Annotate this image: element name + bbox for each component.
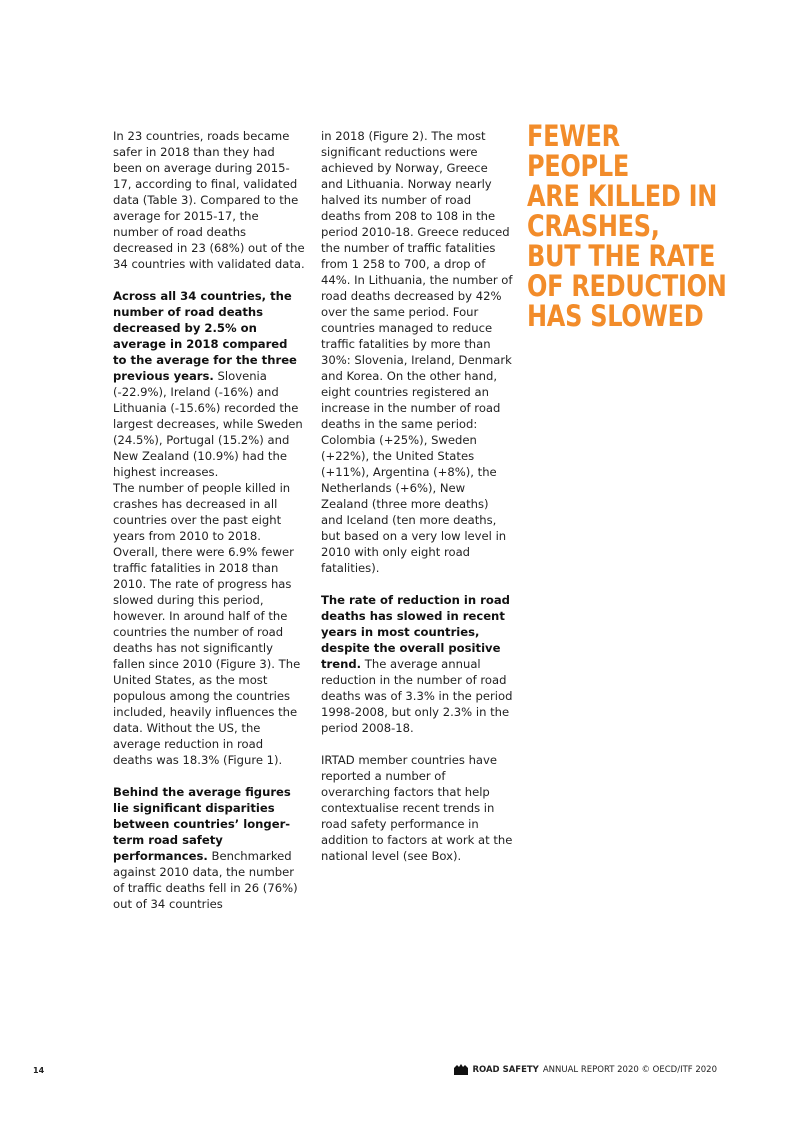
headline-line: FEWER PEOPLE <box>527 119 630 183</box>
footer-report-title: ROAD SAFETY <box>472 1064 539 1075</box>
paragraph-text: The average annual reduction in the number of road deaths was of 3.3% in the period 1998-2008, but only 2.3% in the period 2008-18. <box>321 657 513 735</box>
headline-line: BUT THE RATE <box>527 239 716 273</box>
headline-line: ARE KILLED IN <box>527 179 718 213</box>
running-footer <box>454 1064 717 1075</box>
paragraph-text: Benchmarked against 2010 data, the number of traffic deaths fell in 26 (76%) out of 34 countries <box>113 849 298 911</box>
body-column-left <box>113 128 305 928</box>
headline-line: OF REDUCTION <box>527 269 727 303</box>
paragraph-lead: The rate of reduction in road deaths has slowed in recent years in most countries, despite the overall positive trend. <box>321 593 510 671</box>
footer-report-info: ANNUAL REPORT 2020 © OECD/ITF 2020 <box>542 1064 717 1075</box>
paragraph <box>113 288 305 480</box>
itf-logo-icon <box>454 1064 468 1075</box>
paragraph: IRTAD member countries have reported a number of overarching factors that help contextualise recent trends in road safety performance in addition to factors at work at the national level (see Box). <box>321 753 513 863</box>
headline-line: CRASHES, <box>527 209 660 243</box>
paragraph-text: Slovenia (-22.9%), Ireland (-16%) and Lithuania (-15.6%) recorded the largest decreases, while Sweden (24.5%), Portugal (15.2%) and New Zealand (10.9%) had the highest increases. <box>113 369 303 479</box>
body-column-middle <box>321 128 513 880</box>
paragraph <box>321 592 513 736</box>
paragraph: The number of people killed in crashes has decreased in all countries over the past eight years from 2010 to 2018. Overall, there were 6.9% fewer traffic fatalities in 2018 than 2010. The rate of progress has slowed during this period, however. In around half of the countries the number of road deaths has not significantly fallen since 2010 (Figure 3). The United States, as the most populous among the countries included, heavily influences the data. Without the US, the average reduction in road deaths was 18.3% (Figure 1). <box>113 481 301 767</box>
section-headline <box>527 121 729 331</box>
headline-line: HAS SLOWED <box>527 299 704 333</box>
paragraph-lead: Across all 34 countries, the number of road deaths decreased by 2.5% on average in 2018 compared to the average for the three previous years. <box>113 289 297 383</box>
paragraph-lead: Behind the average figures lie significant disparities between countries’ longer-term road safety performances. <box>113 785 291 863</box>
paragraph <box>113 784 305 912</box>
page-number: 14 <box>33 1066 45 1075</box>
paragraph: In 23 countries, roads became safer in 2018 than they had been on average during 2015-17, according to final, validated data (Table 3). Compared to the average for 2015-17, the number of road deaths decreased in 23 (68%) out of the 34 countries with validated data. <box>113 129 305 271</box>
paragraph: in 2018 (Figure 2). The most significant reductions were achieved by Norway, Greece and Lithuania. Norway nearly halved its number of road deaths from 208 to 108 in the period 2010-18. Greece reduced the number of traffic fatalities from 1 258 to 700, a drop of 44%. In Lithuania, the number of road deaths decreased by 42% over the same period. Four countries managed to reduce traffic fatalities by more than 30%: Slovenia, Ireland, Denmark and Korea. On the other hand, eight countries registered an increase in the number of road deaths in the same period: Colombia (+25%), Sweden (+22%), the United States (+11%), Argentina (+8%), the Netherlands (+6%), New Zealand (three more deaths) and Iceland (ten more deaths, but based on a very low level in 2010 with only eight road fatalities). <box>321 129 513 575</box>
